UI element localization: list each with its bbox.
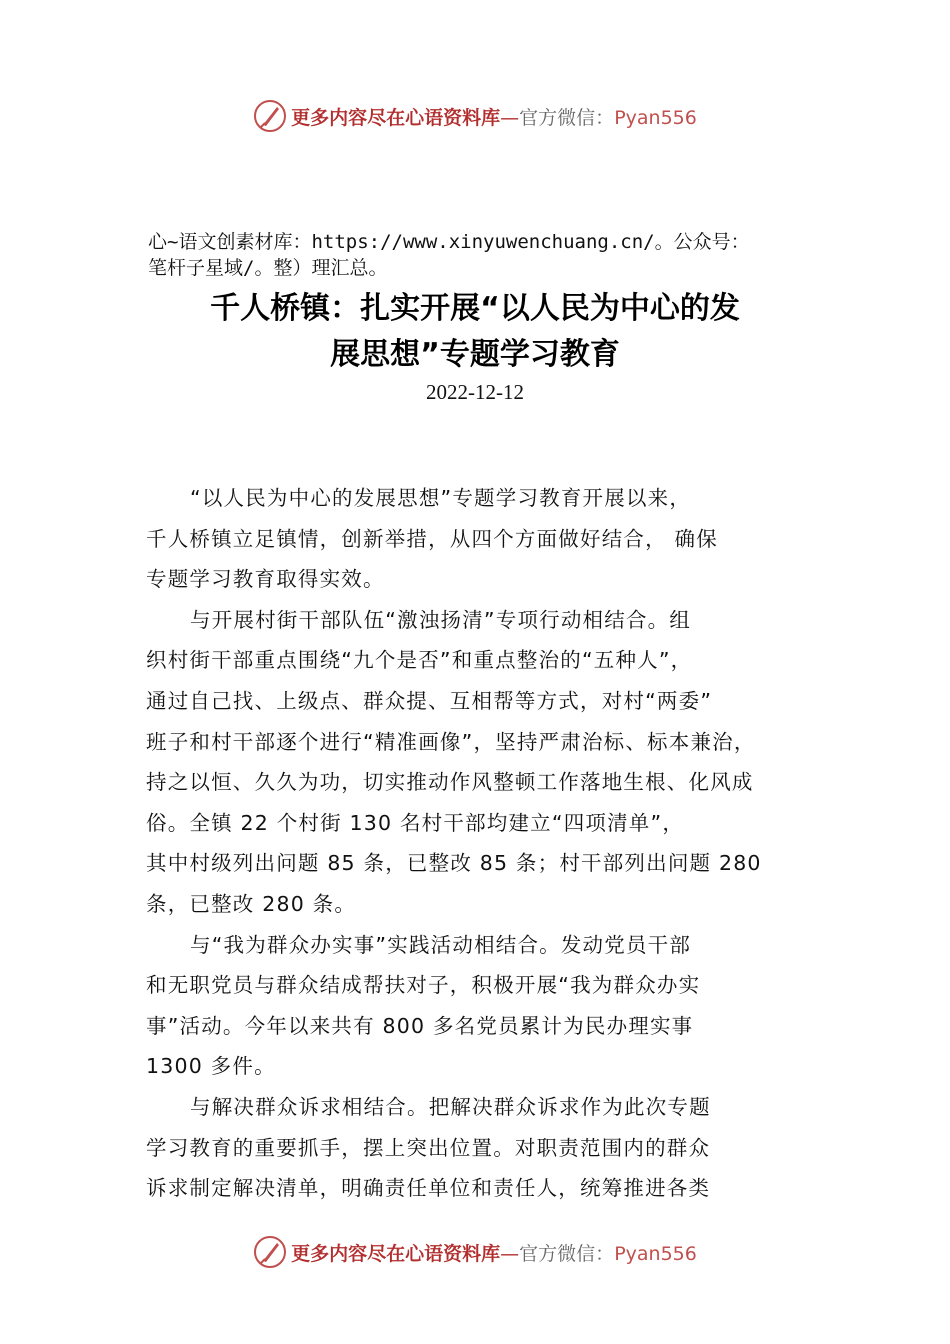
body-line: “以人民为中心的发展思想”专题学习教育开展以来，: [190, 486, 692, 510]
banner-text: [291, 103, 697, 130]
banner-dash: —: [500, 106, 520, 129]
body-line: 事”活动。今年以来共有 800 多名党员累计为民办理实事: [146, 1013, 694, 1038]
body-line: 俗。全镇 22 个村街 130 名村干部均建立“四项清单”，: [146, 810, 685, 835]
body-line: 1300 多件。: [146, 1054, 276, 1079]
body-line: 诉求制定解决清单，明确责任单位和责任人，统筹推进各类: [146, 1176, 711, 1201]
body-line: 学习教育的重要抓手，摆上突出位置。对职责范围内的群众: [146, 1135, 711, 1160]
body-line: 条，已整改 280 条。: [146, 891, 357, 916]
body-line: 其中村级列出问题 85 条，已整改 85 条；村干部列出问题 280: [146, 851, 762, 876]
body-line: 千人桥镇立足镇情，创新举措，从四个方面做好结合， 确保: [146, 526, 718, 551]
header-banner: [0, 96, 950, 136]
body-line: 专题学习教育取得实效。: [146, 567, 385, 592]
body-line: 班子和村干部逐个进行“精准画像”，坚持严肃治标、标本兼治，: [146, 729, 756, 754]
quill-logo-icon: [253, 1235, 287, 1269]
title-line: 千人桥镇：扎实开展“以人民为中心的发: [210, 291, 740, 326]
footer-banner: [0, 1232, 950, 1272]
body-line: 和无职党员与群众结成帮扶对子，积极开展“我为群众办实: [146, 973, 701, 998]
title-line: 展思想”专题学习教育: [330, 337, 620, 372]
banner-dash: —: [500, 1242, 520, 1265]
body-line: 与开展村街干部队伍“激浊扬清”专项行动相结合。组: [190, 607, 692, 632]
banner-wechat-label: 官方微信：: [519, 106, 615, 129]
source-note-line: 笔杆子星域/。整）理汇总。: [148, 257, 388, 279]
source-note: [148, 229, 848, 281]
banner-wechat-id: Pyan556: [614, 1242, 697, 1265]
article-body: [146, 478, 822, 1209]
body-line: 与解决群众诉求相结合。把解决群众诉求作为此次专题: [190, 1094, 711, 1119]
body-line: 持之以恒、久久为功，切实推动作风整顿工作落地生根、化风成: [146, 770, 754, 795]
banner-brand: 更多内容尽在心语资料库: [291, 106, 501, 129]
body-line: 通过自己找、上级点、群众提、互相帮等方式，对村“两委”: [146, 688, 713, 713]
quill-logo-icon: [253, 99, 287, 133]
source-note-line: 心~语文创素材库：https://www.xinyuwenchuang.cn/。公众号：: [148, 231, 750, 253]
banner-wechat-id: Pyan556: [614, 106, 697, 129]
article-date: 2022-12-12: [426, 380, 524, 404]
banner-text: [291, 1239, 697, 1266]
body-line: 与“我为群众办实事”实践活动相结合。发动党员干部: [190, 932, 692, 957]
banner-wechat-label: 官方微信：: [519, 1242, 615, 1265]
body-line: 织村街干部重点围绕“九个是否”和重点整治的“五种人”，: [146, 648, 693, 673]
banner-brand: 更多内容尽在心语资料库: [291, 1242, 501, 1265]
article-title: [0, 286, 950, 378]
